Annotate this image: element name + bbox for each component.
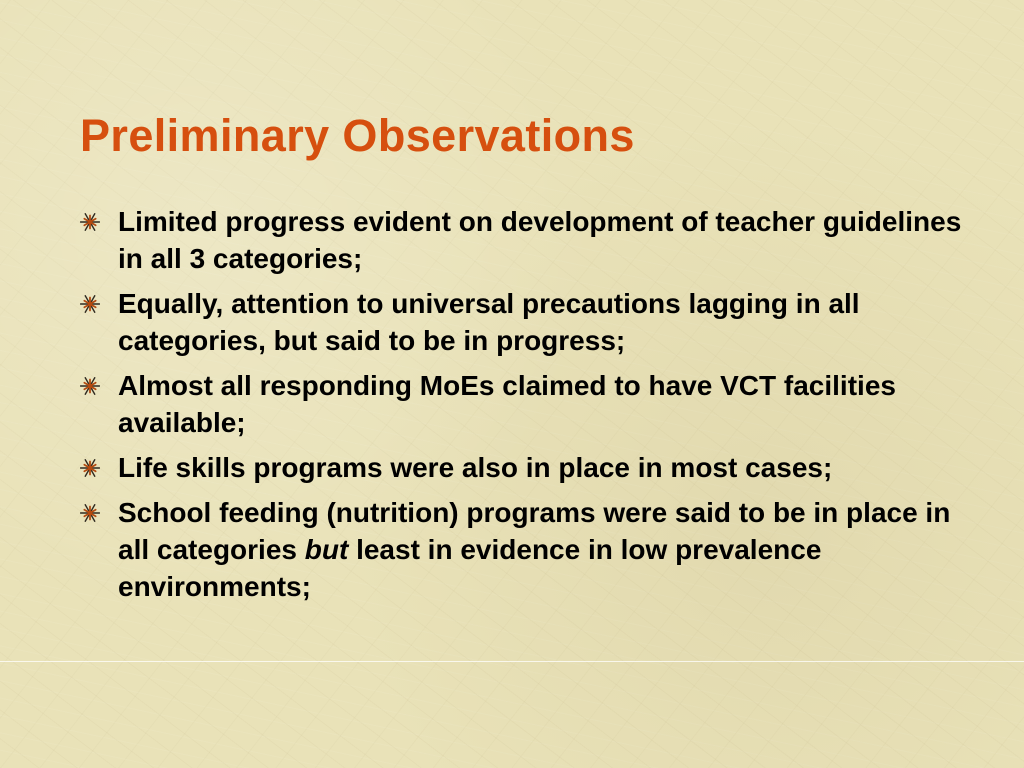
bullet-list xyxy=(80,203,980,613)
starburst-bullet-icon xyxy=(80,212,100,232)
bullet-item-teacher-guidelines xyxy=(80,203,980,277)
bullet-text: Equally, attention to universal precautions lagging in all categories, but said to be in progress; xyxy=(118,288,860,356)
bullet-text: Almost all responding MoEs claimed to have VCT facilities available; xyxy=(118,370,896,438)
starburst-bullet-icon xyxy=(80,294,100,314)
starburst-bullet-icon xyxy=(80,458,100,478)
footer-divider xyxy=(0,661,1024,662)
bullet-item-life-skills xyxy=(80,449,980,486)
bullet-text: Limited progress evident on development of teacher guidelines in all 3 categories; xyxy=(118,206,962,274)
bullet-item-vct-facilities xyxy=(80,367,980,441)
bullet-text-part-2: least in evidence in low prevalence environments; xyxy=(118,534,822,602)
bullet-text-emphasis: but xyxy=(304,534,349,565)
bullet-text-part-1: School feeding (nutrition) programs were said to be in place in all categories xyxy=(118,497,951,565)
slide-title: Preliminary Observations xyxy=(80,110,635,161)
bullet-text: Life skills programs were also in place in most cases; xyxy=(118,452,833,483)
bullet-item-universal-precautions xyxy=(80,285,980,359)
starburst-bullet-icon xyxy=(80,376,100,396)
bullet-item-school-feeding xyxy=(80,494,980,605)
starburst-bullet-icon xyxy=(80,503,100,523)
